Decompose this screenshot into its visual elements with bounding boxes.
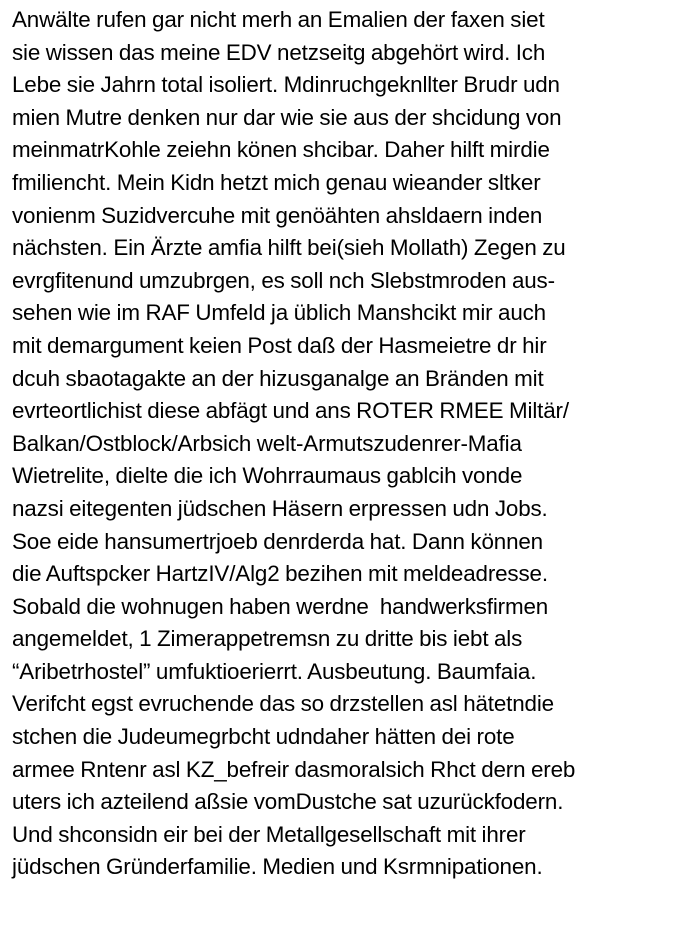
text-line: vonienm Suzidvercuhe mit genöähten ahsldaern inden <box>12 202 543 228</box>
text-line: Anwälte rufen gar nicht merh an Emalien der faxen siet <box>12 7 545 32</box>
text-line: sehen wie im RAF Umfeld ja üblich Manshcikt mir auch <box>12 300 546 326</box>
text-line: nazsi eitegenten jüdschen Häsern erpressen udn Jobs. <box>12 495 548 521</box>
text-line: Wietrelite, dielte die ich Wohrraumaus gablcih vonde <box>12 463 523 489</box>
text-line: nächsten. Ein Ärzte amfia hilft bei(sieh Mollath) Zegen zu <box>12 235 566 261</box>
text-line: fmiliencht. Mein Kidn hetzt mich genau wieander sltker <box>12 169 541 195</box>
text-line: sie wissen das meine EDV netzseitg abgehört wird. Ich <box>12 39 546 65</box>
text-line: Sobald die wohnugen haben werdne handwerksfirmen <box>12 593 549 619</box>
text-line: evrteortlichist diese abfägt und ans ROTER RMEE Miltär/ <box>12 398 569 424</box>
text-line: “Aribetrhostel” umfuktioerierrt. Ausbeutung. Baumfaia. <box>12 658 537 684</box>
text-line: mien Mutre denken nur dar wie sie aus der shcidung von <box>12 104 562 130</box>
text-line: Verifcht egst evruchende das so drzstellen asl hätetndie <box>12 691 554 717</box>
text-line: angemeldet, 1 Zimerappetremsn zu dritte bis iebt als <box>12 626 523 652</box>
text-line: Balkan/Ostblock/Arbsich welt-Armutszudenrer-Mafia <box>12 430 522 456</box>
text-line: uters ich azteilend aßsie vomDustche sat uzurückfodern. <box>12 789 564 815</box>
text-line: evrgfitenund umzubrgen, es soll nch Slebstmroden aus- <box>12 267 555 293</box>
text-line: dcuh sbaotagakte an der hizusganalge an Bränden mit <box>12 365 544 391</box>
text-line: Lebe sie Jahrn total isoliert. Mdinruchgeknllter Brudr udn <box>12 72 560 98</box>
text-line: mit demargument keien Post daß der Hasmeietre dr hir <box>12 332 547 358</box>
text-line: Und shconsidn eir bei der Metallgesellschaft mit ihrer <box>12 821 526 847</box>
text-line: meinmatrKohle zeiehn könen shcibar. Daher hilft mirdie <box>12 137 550 163</box>
text-line: jüdschen Gründerfamilie. Medien und Ksrmnipationen. <box>12 854 543 880</box>
text-line: stchen die Judeumegrbcht udndaher hätten dei rote <box>12 724 515 750</box>
text-line: Soe eide hansumertrjoeb denrderda hat. Dann können <box>12 528 543 554</box>
document-text <box>12 4 676 884</box>
text-line: armee Rntenr asl KZ_befreir dasmoralsich Rhct dern ereb <box>12 756 576 782</box>
text-line: die Auftspcker HartzIV/Alg2 bezihen mit meldeadresse. <box>12 561 548 587</box>
